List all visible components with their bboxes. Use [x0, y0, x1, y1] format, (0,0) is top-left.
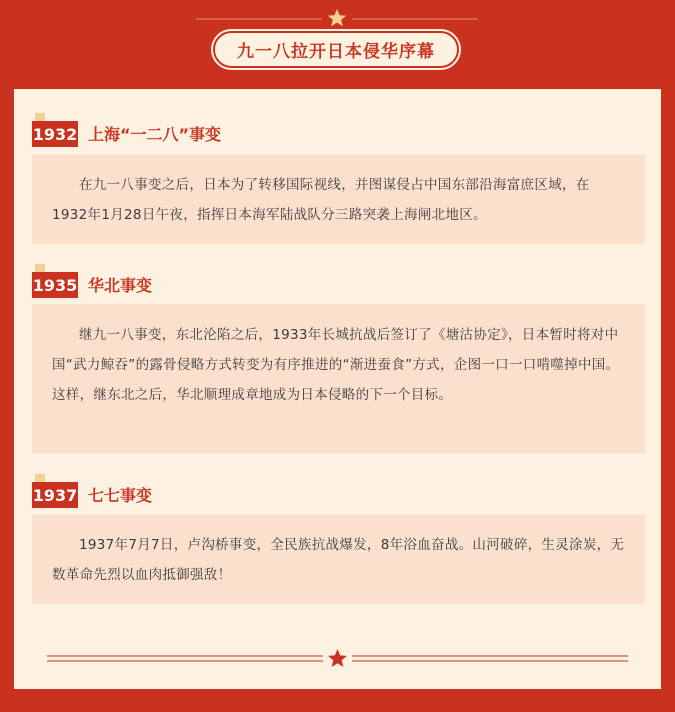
section-body-card	[32, 514, 645, 604]
content-panel	[14, 89, 661, 689]
section-body-card	[32, 304, 645, 454]
section-title: 七七事变	[88, 486, 153, 505]
section-title: 华北事变	[88, 276, 153, 295]
year-badge: 1932	[32, 121, 78, 147]
section-title: 上海“一二八”事变	[88, 125, 222, 144]
section-body-text: 1937年7月7日，卢沟桥事变，全民族抗战爆发，8年浴血奋战。山河破碎，生灵涂炭，无数革命先烈以血肉抵御强敌！	[52, 537, 625, 583]
year-marker	[32, 113, 78, 145]
page-title: 九一八拉开日本侵华序幕	[237, 42, 435, 62]
star-icon	[328, 649, 347, 667]
section-body-text: 在九一八事变之后，日本为了转移国际视线，并图谋侵占中国东部沿海富庶区域，在1932年1月28日午夜，指挥日本海军陆战队分三路突袭上海闸北地区。	[52, 177, 590, 223]
section-body-card	[32, 154, 645, 244]
page-title-pill	[213, 31, 459, 68]
star-icon	[328, 9, 346, 26]
section-body-text: 继九一八事变，东北沦陷之后，1933年长城抗战后签订了《塘沽协定》，日本暂时将对中国“武力鲸吞”的露骨侵略方式转变为有序推进的“渐进蚕食”方式，企图一口一口啃噬掉中国。这样，继东北之后，华北顺理成章地成为日本侵略的下一个目标。	[52, 327, 620, 403]
year-badge: 1937	[32, 482, 78, 508]
year-badge: 1935	[32, 272, 78, 298]
year-marker	[32, 474, 78, 506]
year-marker	[32, 264, 78, 296]
bottom-ornament	[0, 640, 675, 680]
